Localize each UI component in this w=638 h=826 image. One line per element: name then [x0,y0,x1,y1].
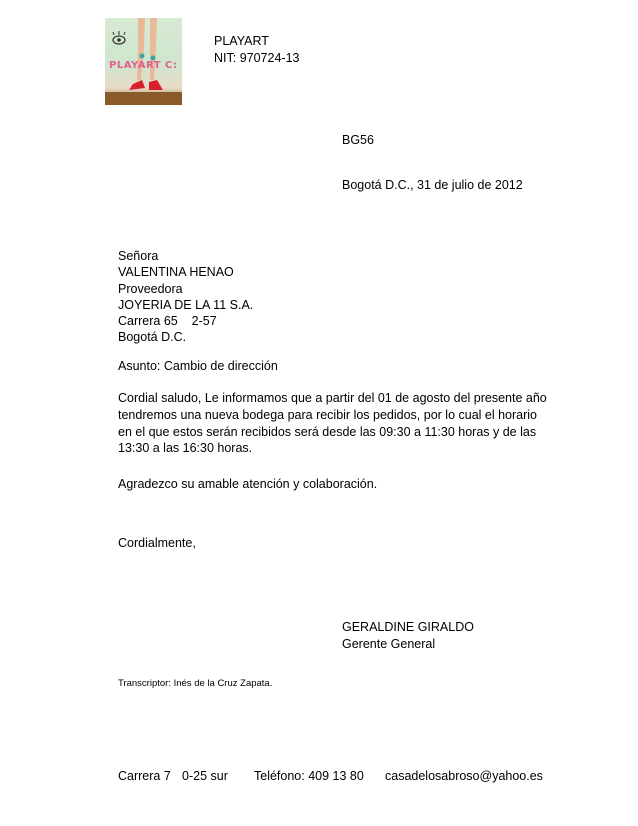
recipient-name: VALENTINA HENAO [118,265,234,280]
body-line: en el que estos serán recibidos será desde las 09:30 a 11:30 horas y de las [118,424,537,439]
recipient-salutation: Señora [118,249,159,263]
transcriber-note: Transcriptor: Inés de la Cruz Zapata. [118,678,273,689]
company-logo [105,18,182,105]
recipient-address: Carrera 65 2-57 [118,314,217,329]
company-name: PLAYART [214,34,269,48]
signature-name: GERALDINE GIRALDO [342,620,474,634]
closing-line: Cordialmente, [118,536,196,550]
recipient-role: Proveedora [118,281,183,296]
footer-street: Carrera 7 [118,769,171,783]
body-line: Cordial saludo, Le informamos que a partir del 01 de agosto del presente año [118,391,547,405]
recipient-company: JOYERIA DE LA 11 S.A. [118,297,254,312]
logo-wordmark: PLAYART C: [109,60,178,71]
thanks-paragraph: Agradezco su amable atención y colaboración. [118,477,378,491]
recipient-block [118,248,253,346]
body-line: tendremos una nueva bodega para recibir los pedidos, por lo cual el horario [118,407,538,422]
letter-date: Bogotá D.C., 31 de julio de 2012 [342,178,523,192]
footer-street-number: 0-25 sur [182,769,228,783]
body-line: 13:30 a las 16:30 horas. [118,441,253,456]
letter-footer [118,769,543,783]
company-nit: NIT: 970724-13 [214,51,300,65]
recipient-city: Bogotá D.C. [118,330,187,345]
footer-phone: Teléfono: 409 13 80 [254,769,364,783]
reference-code: BG56 [342,133,374,147]
footer-email: casadelosabroso@yahoo.es [385,769,543,783]
signature-title: Gerente General [342,637,436,651]
subject-line: Asunto: Cambio de dirección [118,359,278,373]
body-paragraph [118,390,547,457]
